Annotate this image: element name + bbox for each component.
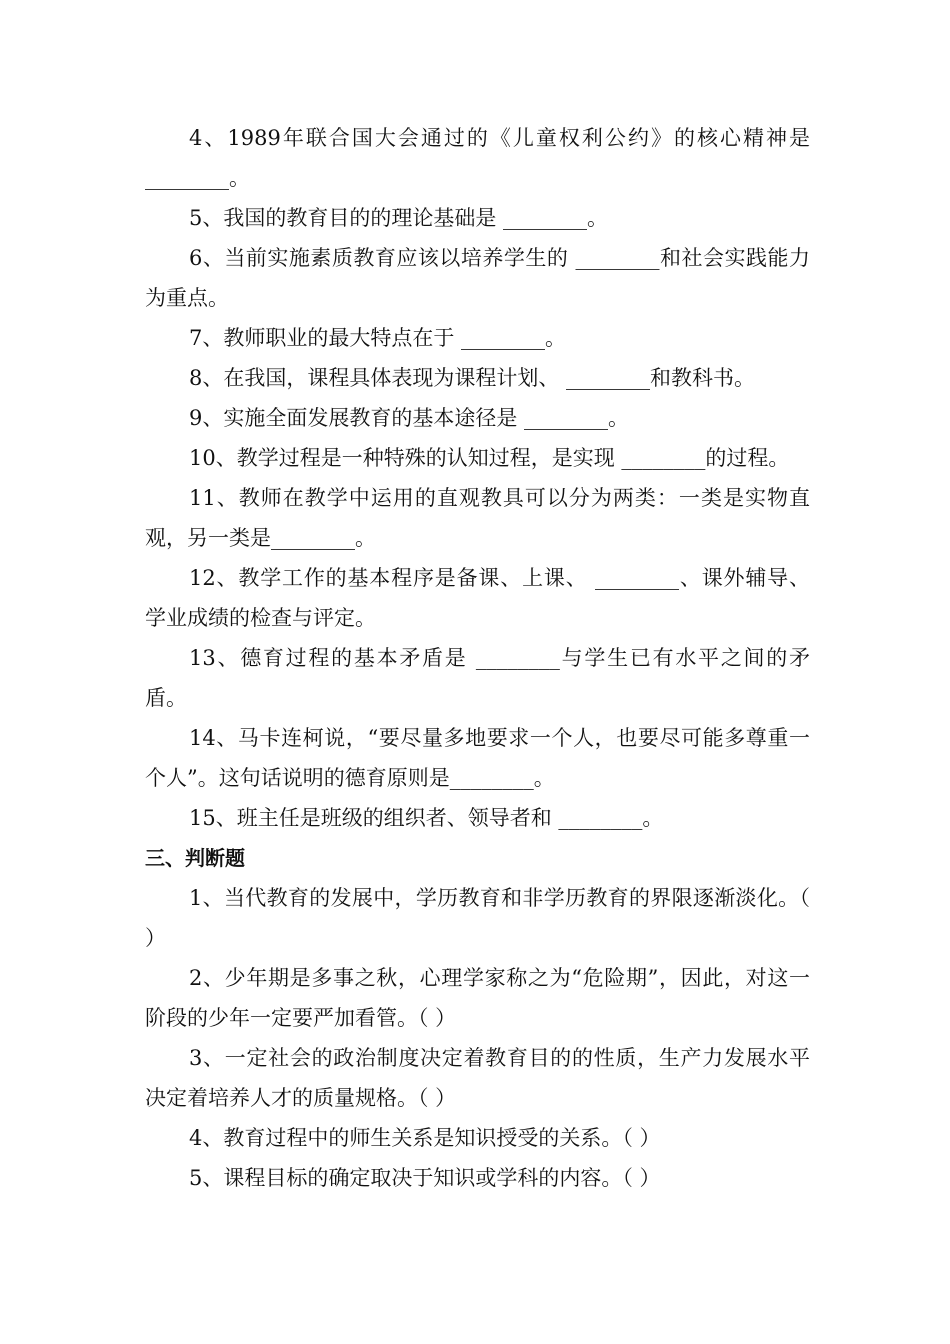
question-fill-12: 12、教学工作的基本程序是备课、上课、 ________、课外辅导、学业成绩的检查与评定。 — [145, 566, 810, 630]
question-fill-13: 13、德育过程的基本矛盾是 ________与学生已有水平之间的矛盾。 — [145, 646, 810, 710]
question-fill-10: 10、教学过程是一种特殊的认知过程，是实现 ________的过程。 — [189, 446, 790, 470]
question-tf-3: 3、一定社会的政治制度决定着教育目的的性质，生产力发展水平决定着培养人才的质量规格。（ ） — [145, 1046, 810, 1110]
page-content — [145, 118, 810, 1198]
question-fill-9: 9、实施全面发展教育的基本途径是 ________。 — [189, 406, 630, 430]
question-tf-5: 5、课程目标的确定取决于知识或学科的内容。（ ） — [189, 1166, 661, 1190]
question-fill-6: 6、当前实施素质教育应该以培养学生的 ________和社会实践能力为重点。 — [145, 246, 810, 310]
question-fill-14: 14、马卡连柯说，“要尽量多地要求一个人，也要尽可能多尊重一个人”。这句话说明的德育原则是________。 — [145, 726, 810, 790]
question-fill-7: 7、教师职业的最大特点在于 ________。 — [189, 326, 567, 350]
question-fill-11: 11、教师在教学中运用的直观教具可以分为两类：一类是实物直观，另一类是________。 — [145, 486, 810, 550]
question-fill-8: 8、在我国，课程具体表现为课程计划、 ________和教科书。 — [189, 366, 756, 390]
question-fill-15: 15、班主任是班级的组织者、领导者和 ________。 — [189, 806, 664, 830]
question-tf-1: 1、当代教育的发展中，学历教育和非学历教育的界限逐渐淡化。（ ） — [145, 886, 810, 950]
section-heading-true-false: 三、判断题 — [145, 846, 245, 870]
question-fill-4: 4、1989年联合国大会通过的《儿童权利公约》的核心精神是________。 — [145, 126, 810, 190]
question-tf-4: 4、教育过程中的师生关系是知识授受的关系。（ ） — [189, 1126, 661, 1150]
question-fill-5: 5、我国的教育目的的理论基础是 ________。 — [189, 206, 609, 230]
question-tf-2: 2、少年期是多事之秋，心理学家称之为“危险期”，因此，对这一阶段的少年一定要严加看管。（ ） — [145, 966, 810, 1030]
